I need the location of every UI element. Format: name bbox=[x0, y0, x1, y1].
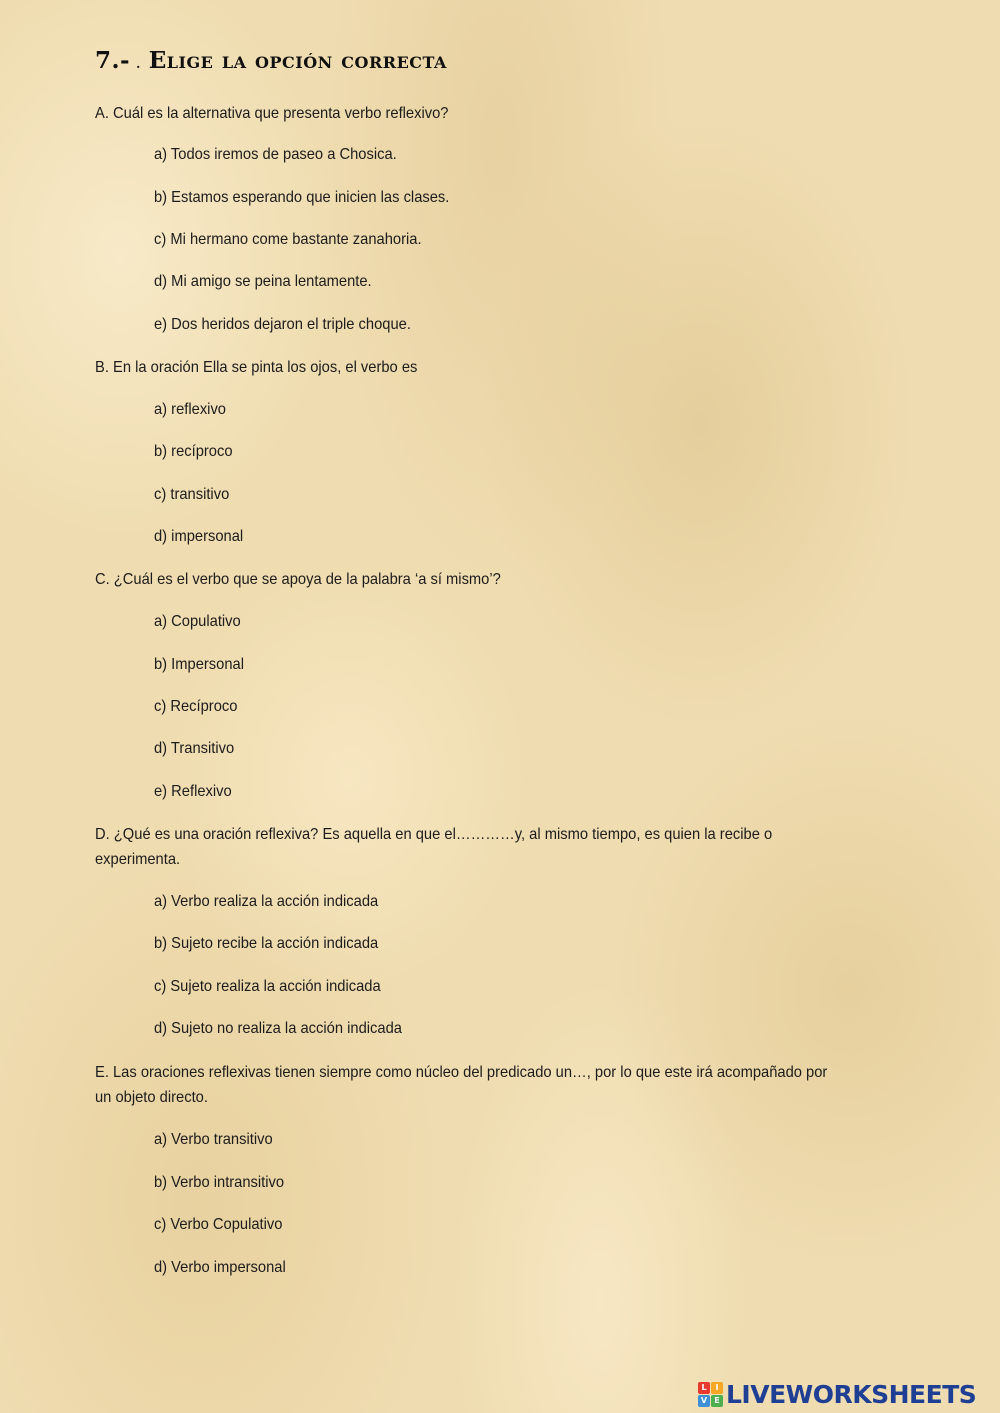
title-dot: . bbox=[136, 57, 141, 71]
question-b-option-d[interactable]: d) impersonal bbox=[154, 528, 244, 545]
question-e-option-d[interactable]: d) Verbo impersonal bbox=[154, 1259, 286, 1276]
liveworksheets-logo-icon bbox=[698, 1382, 723, 1407]
question-b: B. En la oración Ella se pinta los ojos, el verbo es bbox=[95, 359, 418, 376]
question-a-option-a[interactable]: a) Todos iremos de paseo a Chosica. bbox=[154, 146, 397, 163]
question-a-option-e[interactable]: e) Dos heridos dejaron el triple choque. bbox=[154, 316, 411, 333]
question-d: D. ¿Qué es una oración reflexiva? Es aquella en que el…………y, al mismo tiempo, es quien la recibe o experimenta. bbox=[95, 826, 773, 868]
question-b-option-b[interactable]: b) recíproco bbox=[154, 443, 233, 460]
question-c-option-e[interactable]: e) Reflexivo bbox=[154, 783, 232, 800]
question-c-option-c[interactable]: c) Recíproco bbox=[154, 698, 238, 715]
question-c-option-d[interactable]: d) Transitivo bbox=[154, 740, 235, 757]
question-d-option-b[interactable]: b) Sujeto recibe la acción indicada bbox=[154, 935, 379, 952]
question-a-option-d[interactable]: d) Mi amigo se peina lentamente. bbox=[154, 273, 372, 290]
question-e-option-a[interactable]: a) Verbo transitivo bbox=[154, 1131, 273, 1148]
question-c: C. ¿Cuál es el verbo que se apoya de la palabra ‘a sí mismo’? bbox=[95, 571, 501, 588]
exercise-number: 7.- bbox=[95, 47, 131, 74]
question-c-option-a[interactable]: a) Copulativo bbox=[154, 613, 241, 630]
question-d-option-c[interactable]: c) Sujeto realiza la acción indicada bbox=[154, 978, 381, 995]
logo-block-v: V bbox=[698, 1395, 710, 1407]
question-e: E. Las oraciones reflexivas tienen siempre como núcleo del predicado un…, por lo que este irá acompañado por un objeto directo. bbox=[95, 1064, 828, 1106]
logo-block-i: I bbox=[711, 1382, 723, 1394]
question-c-option-b[interactable]: b) Impersonal bbox=[154, 656, 245, 673]
question-a-option-b[interactable]: b) Estamos esperando que inicien las clases. bbox=[154, 189, 450, 206]
question-d-option-a[interactable]: a) Verbo realiza la acción indicada bbox=[154, 893, 379, 910]
liveworksheets-logo bbox=[698, 1378, 976, 1410]
logo-block-e: E bbox=[711, 1395, 723, 1407]
exercise-title bbox=[95, 47, 447, 74]
exercise-title-text: Elige la opción correcta bbox=[148, 47, 447, 74]
question-d-option-d[interactable]: d) Sujeto no realiza la acción indicada bbox=[154, 1020, 402, 1037]
question-a-option-c[interactable]: c) Mi hermano come bastante zanahoria. bbox=[154, 231, 422, 248]
question-b-option-c[interactable]: c) transitivo bbox=[154, 486, 230, 503]
question-b-option-a[interactable]: a) reflexivo bbox=[154, 401, 226, 418]
logo-block-l: L bbox=[698, 1382, 710, 1394]
question-e-option-b[interactable]: b) Verbo intransitivo bbox=[154, 1174, 285, 1191]
question-e-option-c[interactable]: c) Verbo Copulativo bbox=[154, 1216, 283, 1233]
liveworksheets-wordmark: LIVEWORKSHEETS bbox=[726, 1379, 977, 1409]
question-a: A. Cuál es la alternativa que presenta verbo reflexivo? bbox=[95, 105, 449, 122]
